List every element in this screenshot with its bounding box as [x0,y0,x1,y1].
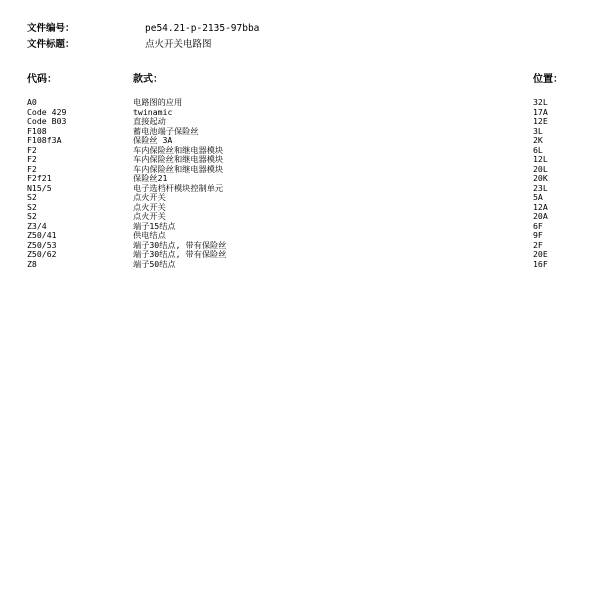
row-position: 16F [533,258,548,269]
row-position: 20E [533,249,548,259]
row-description: 端子30结点, 带有保险丝 [133,239,227,250]
row-position: 3L [533,125,543,136]
row-code: Z50/41 [27,230,57,240]
row-code: Z50/62 [27,249,57,259]
row-position: 6L [533,144,543,155]
column-header-description: 款式： [133,74,163,85]
table-row [0,241,604,251]
row-code: S2 [27,211,37,221]
row-position: 23L [533,182,548,193]
row-code: F2f21 [27,173,52,183]
row-code: S2 [27,192,37,202]
row-description: 车内保险丝和继电器模块 [133,163,224,174]
row-description: 保险丝21 [133,173,168,183]
component-table [0,98,604,269]
row-position: 9F [533,230,543,240]
row-position: 5A [533,192,543,202]
table-row [0,155,604,165]
row-position: 12E [533,116,548,126]
table-row [0,108,604,118]
doc-title-label: 文件标题： [27,39,75,50]
row-description: twinamic [133,106,173,117]
table-row [0,117,604,127]
column-header-code: 代码： [27,74,57,85]
row-position: 2K [533,135,543,145]
column-header-position: 位置： [533,74,563,85]
table-row [0,260,604,270]
table-row [0,212,604,222]
row-code: Z8 [27,258,37,269]
table-row [0,222,604,232]
row-code: F108f3A [27,135,62,145]
row-position: 2F [533,239,543,250]
doc-title-value: 点火开关电路图 [145,39,212,50]
row-position: 17A [533,106,548,117]
row-position: 6F [533,220,543,231]
table-row [0,174,604,184]
row-code: Z50/53 [27,239,57,250]
row-description: 端子15结点 [133,220,176,231]
row-code: F2 [27,144,37,155]
doc-number-value: pe54.21-p-2135-97bba [145,23,260,34]
row-description: 电路图的应用 [133,97,183,107]
row-code: A0 [27,97,37,107]
row-description: 电子选档杆模块控制单元 [133,182,224,193]
row-description: 供电结点 [133,230,166,240]
row-description: 点火开关 [133,211,166,221]
row-description: 点火开关 [133,201,166,212]
row-code: S2 [27,201,37,212]
row-position: 20K [533,173,548,183]
table-row [0,184,604,194]
row-code: F2 [27,163,37,174]
row-description: 保险丝 3A [133,135,173,145]
row-description: 车内保险丝和继电器模块 [133,144,224,155]
doc-number-label: 文件编号： [27,23,75,34]
row-position: 12L [533,154,548,164]
row-code: N15/5 [27,182,52,193]
row-position: 20A [533,211,548,221]
row-description: 直接起动 [133,116,166,126]
row-code: F2 [27,154,37,164]
row-description: 车内保险丝和继电器模块 [133,154,224,164]
table-row [0,193,604,203]
table-row [0,136,604,146]
table-row [0,250,604,260]
row-description: 蓄电池端子保险丝 [133,125,199,136]
row-position: 12A [533,201,548,212]
row-description: 点火开关 [133,192,166,202]
row-code: Z3/4 [27,220,47,231]
table-row [0,146,604,156]
row-description: 端子30结点, 带有保险丝 [133,249,227,259]
table-row [0,165,604,175]
row-position: 32L [533,97,548,107]
row-code: Code B03 [27,116,67,126]
table-row [0,231,604,241]
table-row [0,127,604,137]
table-row [0,203,604,213]
table-row [0,98,604,108]
row-description: 端子50结点 [133,258,176,269]
row-position: 20L [533,163,548,174]
row-code: F108 [27,125,47,136]
row-code: Code 429 [27,106,67,117]
